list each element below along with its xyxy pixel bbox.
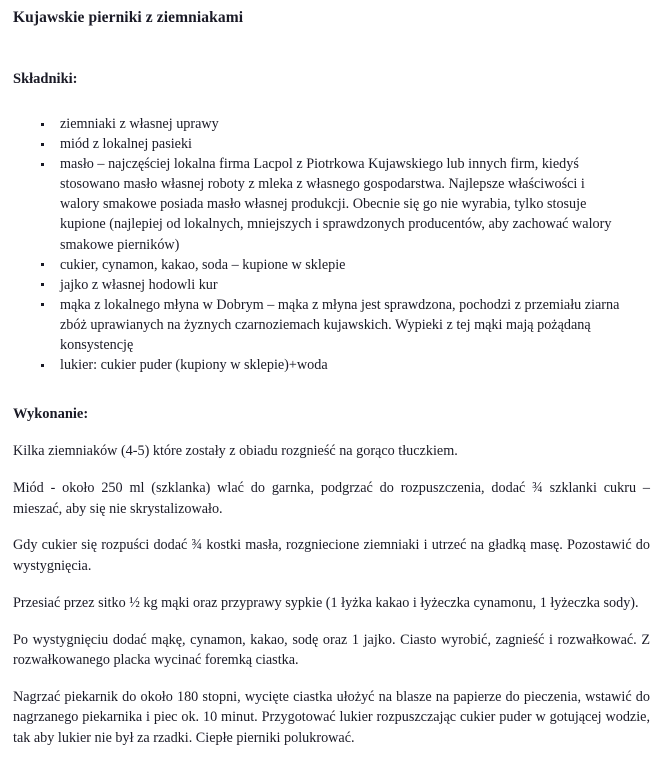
page-title: Kujawskie pierniki z ziemniakami (13, 9, 244, 26)
method-paragraph: Miód - około 250 ml (szklanka) wlać do garnka, podgrzać do rozpuszczenia, dodać ¾ szklanki cukru – mieszać, aby się nie skrystalizowało. (13, 480, 650, 517)
method-heading: Wykonanie: (13, 406, 89, 423)
ingredients-list (13, 89, 651, 375)
list-item: masło – najczęściej lokalna firma Lacpol z Piotrkowa Kujawskiego lub innych firm, kiedyś stosowano masło własnej roboty z mleka z własnego gospodarstwa. Najlepsze właściwości i walory smakowe posiada masło własnej produkcji. Obecnie się go nie wyrabia, tylko stosuje kupione (najlepiej od lokalnych, mniejszych i sprawdzonych producentów, aby zachować walory smakowe pierników) (13, 154, 651, 254)
method-paragraph: Kilka ziemniaków (4-5) które zostały z obiadu rozgnieść na gorąco tłuczkiem. (13, 443, 458, 460)
list-item: miód z lokalnej pasieki (13, 134, 651, 154)
list-item: cukier, cynamon, kakao, soda – kupione w sklepie (13, 255, 651, 275)
method-paragraph: Po wystygnięciu dodać mąkę, cynamon, kakao, sodę oraz 1 jajko. Ciasto wyrobić, zagnieść i rozwałkować. Z rozwałkowanego placka wycinać foremką ciastka. (13, 631, 650, 669)
list-item: mąka z lokalnego młyna w Dobrym – mąka z młyna jest sprawdzona, pochodzi z przemiału ziarna zbóż uprawianych na żyznych czarnoziemach kujawskich. Wypieki z tej mąki mają pożądaną konsystencję (13, 295, 651, 355)
list-item: lukier: cukier puder (kupiony w sklepie)+woda (13, 355, 651, 375)
ingredients-heading: Składniki: (13, 71, 78, 87)
method-paragraph: Przesiać przez sitko ½ kg mąki oraz przyprawy sypkie (1 łyżka kakao i łyżeczka cynamonu, 1 łyżeczka sody). (13, 594, 639, 611)
method-paragraph: Gdy cukier się rozpuści dodać ¾ kostki masła, rozgniecione ziemniaki i utrzeć na gładką masę. Pozostawić do wystygnięcia. (13, 537, 650, 574)
method-steps (13, 424, 651, 748)
list-item: ziemniaki z własnej uprawy (13, 114, 651, 134)
method-paragraph: Nagrzać piekarnik do około 180 stopni, wycięte ciastka ułożyć na blasze na papierze do pieczenia, wstawić do nagrzanego piekarnika i piec ok. 10 minut. Przygotować lukier rozpuszczając cukier puder w gotującej wodzie, tak aby lukier nie był za rzadki. Ciepłe pierniki polukrować. (13, 688, 650, 746)
list-item: jajko z własnej hodowli kur (13, 275, 651, 295)
